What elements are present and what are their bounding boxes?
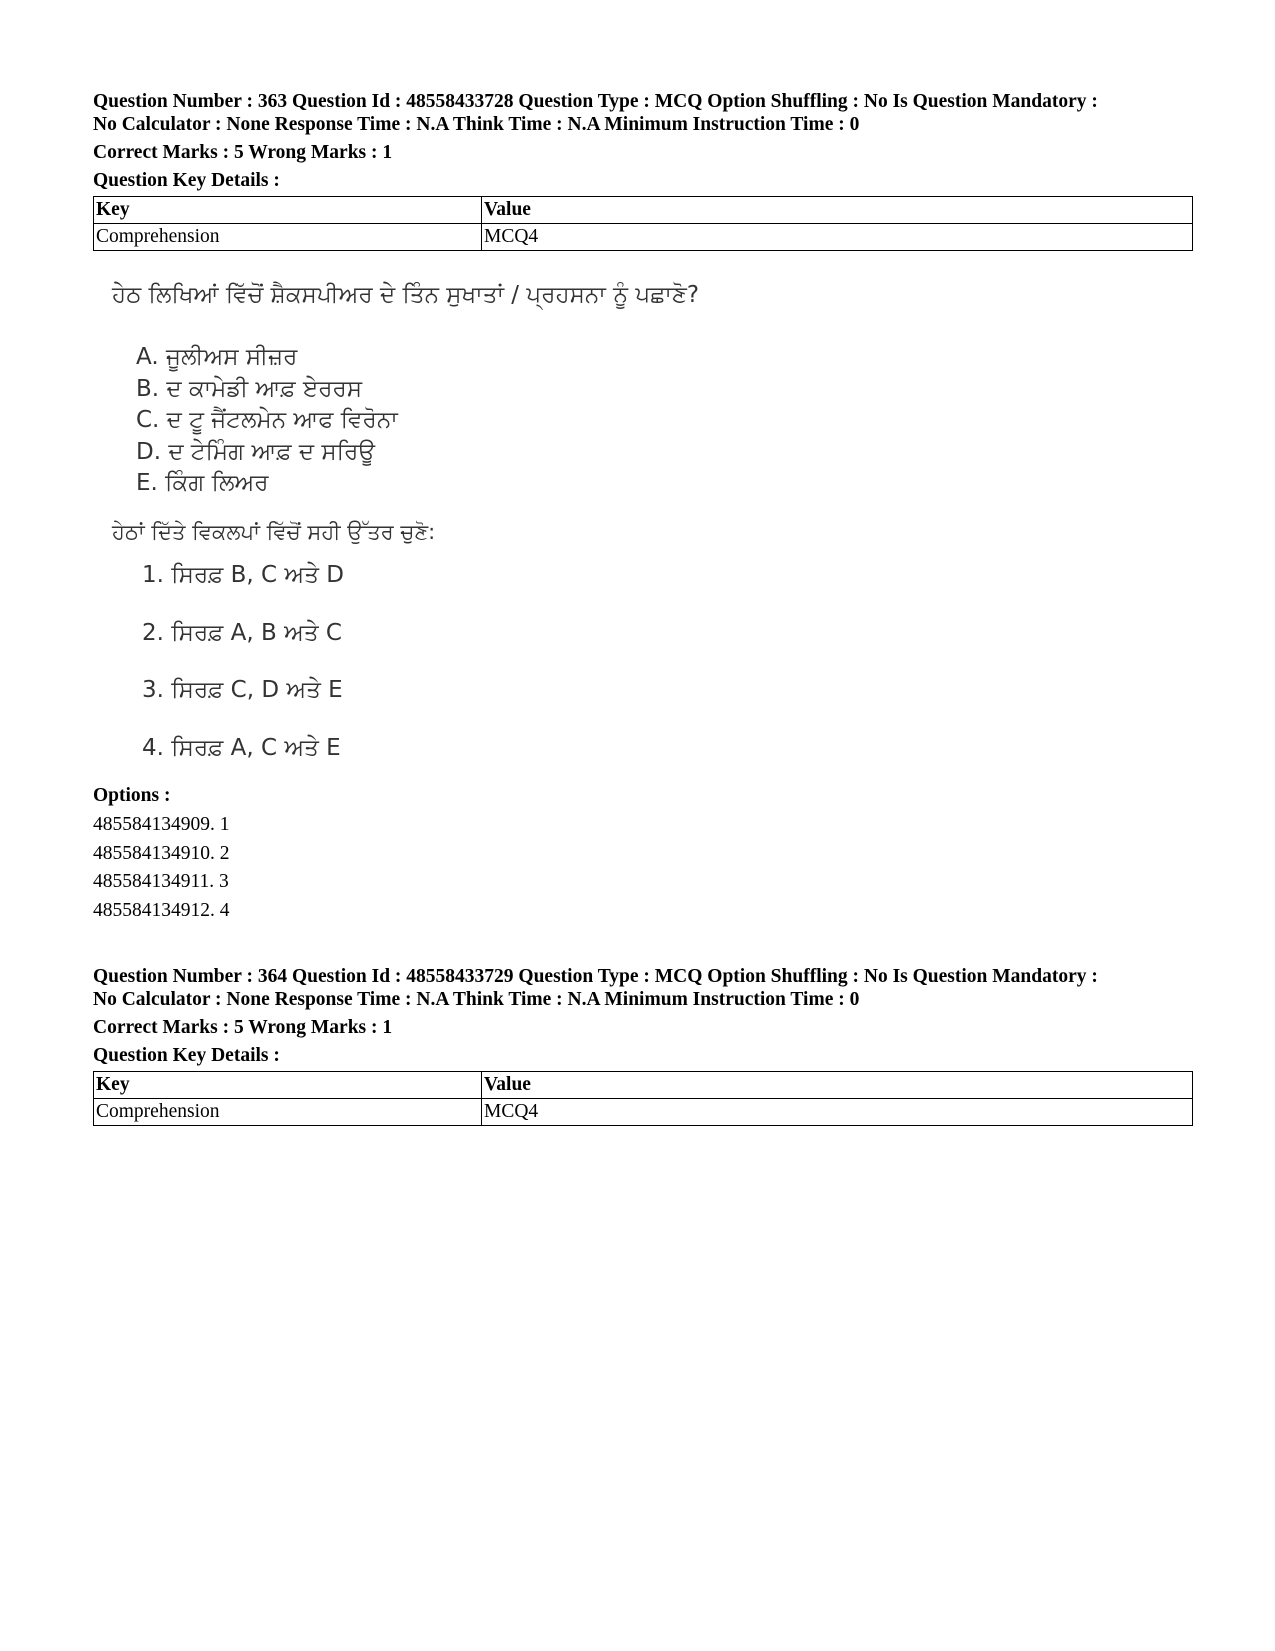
choice-item: 2. ਸਿਰਫ਼ A, B ਅਤੇ C <box>142 619 342 646</box>
question-meta <box>93 965 1193 1011</box>
options-section <box>93 784 1193 925</box>
choice-item: 3. ਸਿਰਫ਼ C, D ਅਤੇ E <box>142 677 343 703</box>
list-item: D. ਦ ਟੇਮਿੰਗ ਆਫ਼ ਦ ਸਰਿਊ <box>136 438 376 465</box>
question-instruction: ਹੇਠਾਂ ਦਿੱਤੇ ਵਿਕਲਪਾਂ ਵਿੱਚੋਂ ਸਹੀ ਉੱਤਰ ਚੁਣੋ: <box>112 520 436 544</box>
question-items <box>136 342 398 500</box>
table-header-key: Key <box>94 1072 482 1099</box>
table-header-value: Value <box>482 1072 1193 1099</box>
question-meta-line-1: Question Number : 363 Question Id : 48558433728 Question Type : MCQ Option Shuffling : No Is Question Mandatory : <box>93 91 1098 112</box>
choice-item: 1. ਸਿਰਫ਼ B, C ਅਤੇ D <box>142 562 344 588</box>
key-details-label: Question Key Details : <box>93 170 280 191</box>
key-details-table <box>93 196 1193 251</box>
marks-line: Correct Marks : 5 Wrong Marks : 1 <box>93 142 393 163</box>
table-row <box>94 1099 1193 1126</box>
list-item: E. ਕਿੰਗ ਲਿਅਰ <box>136 470 269 496</box>
key-details-table <box>93 1071 1193 1126</box>
question-meta-line-2: No Calculator : None Response Time : N.A Think Time : N.A Minimum Instruction Time : 0 <box>93 989 860 1010</box>
question-meta-line-1: Question Number : 364 Question Id : 48558433729 Question Type : MCQ Option Shuffling : No Is Question Mandatory : <box>93 966 1098 987</box>
table-cell-key: Comprehension <box>94 1099 482 1126</box>
table-row <box>94 224 1193 251</box>
options-label: Options : <box>93 785 171 806</box>
table-header-row <box>94 1072 1193 1099</box>
list-item: B. ਦ ਕਾਮੇਡੀ ਆਫ਼ ਏਰਰਸ <box>136 375 363 402</box>
option-item: 485584134912. 4 <box>93 899 230 921</box>
table-header-key: Key <box>94 197 482 224</box>
question-stem: ਹੇਠ ਲਿਖਿਆਂ ਵਿੱਚੋਂ ਸ਼ੈਕਸਪੀਅਰ ਦੇ ਤਿੰਨ ਸੁਖਾਤਾਂ / ਪ੍ਰਹਸਨਾ ਨੂੰ ਪਛਾਣੋ? <box>112 282 700 308</box>
question-meta-line-2: No Calculator : None Response Time : N.A Think Time : N.A Minimum Instruction Time : 0 <box>93 114 860 135</box>
question-363 <box>93 90 1193 251</box>
option-item: 485584134909. 1 <box>93 814 230 835</box>
table-cell-value: MCQ4 <box>482 224 1193 251</box>
options-list <box>93 811 1193 925</box>
answer-choices <box>142 562 344 792</box>
option-item: 485584134910. 2 <box>93 842 230 864</box>
option-item: 485584134911. 3 <box>93 871 229 892</box>
table-cell-key: Comprehension <box>94 224 482 251</box>
table-header-value: Value <box>482 197 1193 224</box>
question-meta <box>93 90 1193 136</box>
question-image <box>112 282 712 772</box>
list-item: A. ਜੂਲੀਅਸ ਸੀਜ਼ਰ <box>136 344 298 370</box>
table-cell-value: MCQ4 <box>482 1099 1193 1126</box>
question-364 <box>93 965 1193 1126</box>
table-header-row <box>94 197 1193 224</box>
choice-item: 4. ਸਿਰਫ਼ A, C ਅਤੇ E <box>142 734 341 761</box>
marks-line: Correct Marks : 5 Wrong Marks : 1 <box>93 1017 393 1038</box>
list-item: C. ਦ ਟੂ ਜੈਂਟਲਮੇਨ ਆਫ ਵਿਰੋਨਾ <box>136 407 398 433</box>
key-details-label: Question Key Details : <box>93 1045 280 1066</box>
